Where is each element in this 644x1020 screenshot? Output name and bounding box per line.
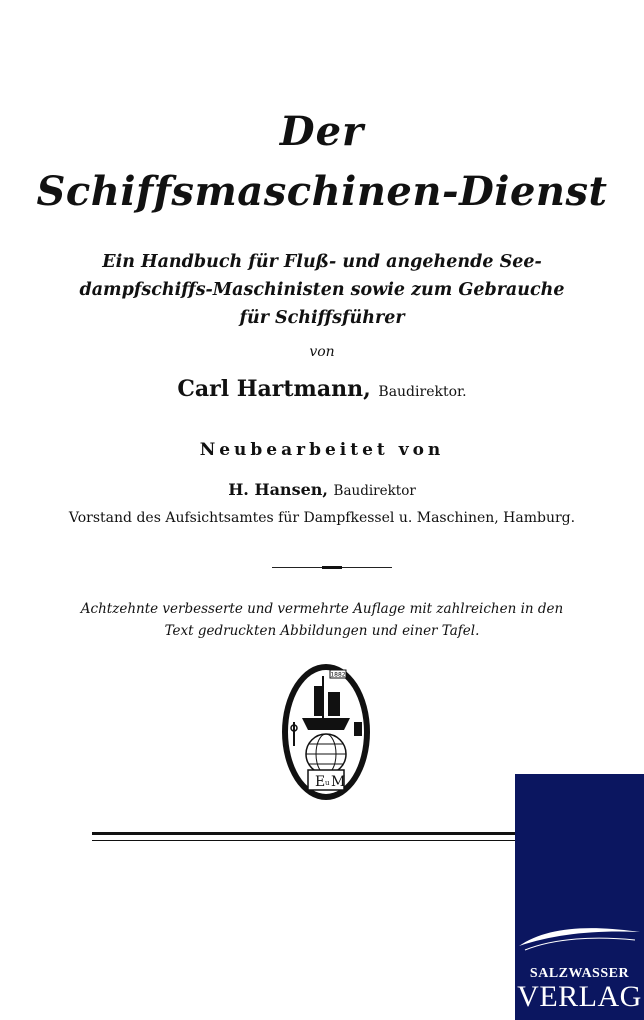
rule-thin (92, 840, 516, 841)
emblem-letter-u: u (325, 779, 330, 787)
edition-note: Achtzehnte verbesserte und vermehrte Auflage mit zahlreichen in den Text gedruckten Abbildungen und einer Tafel. (80, 601, 564, 639)
title-line-1: Der (279, 108, 365, 155)
emblem-letter-m: M (331, 774, 346, 790)
reviser-line (0, 480, 644, 499)
by-label: von (309, 344, 335, 360)
emblem-year: 1882 (330, 671, 346, 679)
reviser-position: Vorstand des Aufsichtsamtes für Dampfkessel u. Maschinen, Hamburg. (68, 510, 576, 526)
author-role: Baudirektor. (378, 384, 467, 400)
reviser-name: H. Hansen, (228, 480, 328, 499)
emblem-letter-e: E (315, 774, 326, 790)
publisher-name-line1: SALZWASSER (529, 966, 630, 981)
author-line (0, 376, 644, 402)
wave-icon (515, 916, 644, 956)
reviser-role: Baudirektor (333, 483, 416, 499)
rule-thick (92, 832, 516, 835)
publisher-logo-panel (515, 774, 644, 1020)
title-line-2: Schiffsmaschinen-Dienst (36, 168, 608, 215)
subtitle: Ein Handbuch für Fluß- und angehende See-dampfschiffs-Maschinisten sowie zum Gebrauche für Schiffsführer (79, 252, 565, 328)
revised-by-label: Neubearbeitet von (199, 440, 445, 460)
ornament-divider (272, 566, 392, 570)
author-name: Carl Hartmann, (177, 376, 371, 402)
publisher-emblem-icon (278, 660, 374, 804)
publisher-name-line2: VERLAG (517, 980, 642, 1013)
